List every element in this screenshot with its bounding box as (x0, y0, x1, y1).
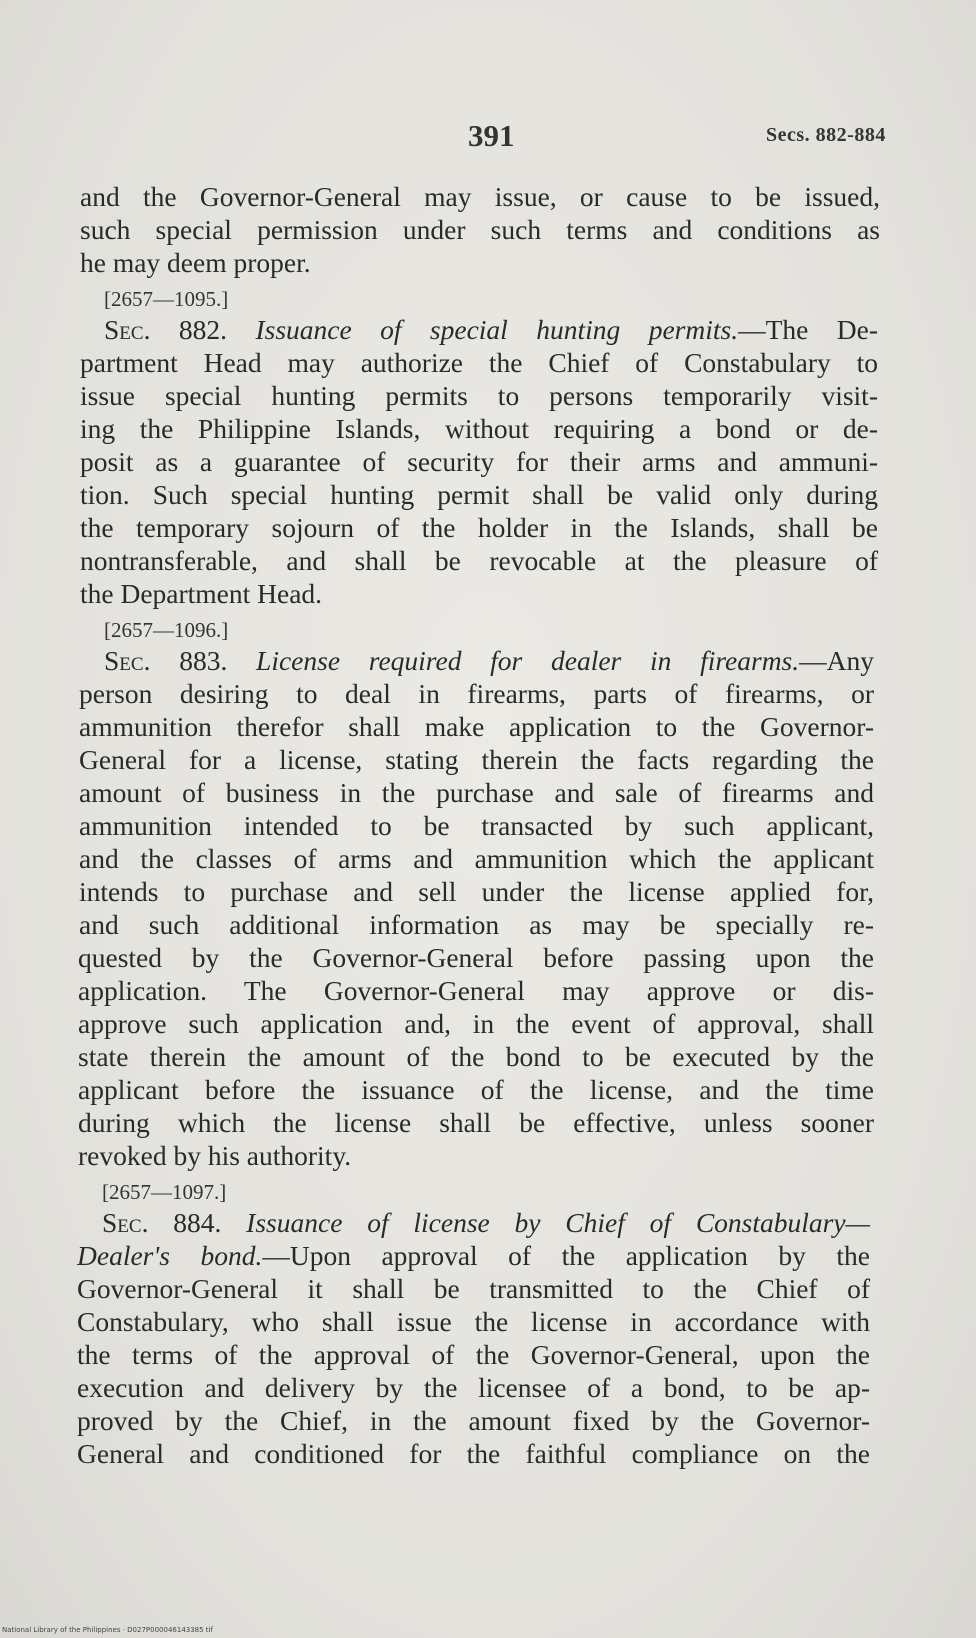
body-line: the temporary sojourn of the holder in the Islands, shall be (80, 512, 878, 543)
section-text: —Any (799, 645, 875, 676)
section-label: Sec. (102, 1207, 149, 1238)
body-line: the Department Head. (80, 578, 323, 609)
body-line: the terms of the approval of the Governor-General, upon the (77, 1339, 870, 1370)
section-citation: [2657—1095.] (104, 287, 229, 311)
body-line: ammunition therefor shall make application to the Governor- (79, 711, 874, 742)
section-title: Issuance of license by Chief of Constabulary— (246, 1207, 871, 1238)
body-line: person desiring to deal in firearms, parts of firearms, or (79, 678, 874, 709)
section-citation: [2657—1097.] (102, 1180, 227, 1204)
body-line: during which the license shall be effective, unless sooner (78, 1107, 874, 1138)
body-line: General for a license, stating therein the facts regarding the (79, 744, 874, 775)
body-line: and the classes of arms and ammunition which the applicant (79, 843, 874, 874)
section-label: Sec. (104, 314, 151, 345)
section-number: 883. (179, 645, 228, 676)
body-line: amount of business in the purchase and sale of firearms and (79, 777, 874, 808)
section-label: Sec. (104, 645, 151, 676)
body-line: issue special hunting permits to persons temporarily visit- (80, 380, 878, 411)
running-head: Secs. 882-884 (766, 124, 886, 146)
body-line: state therein the amount of the bond to be executed by the (78, 1041, 874, 1072)
body-line: proved by the Chief, in the amount fixed by the Governor- (77, 1405, 870, 1436)
section-title: License required for dealer in firearms. (256, 645, 800, 676)
body-line: he may deem proper. (80, 247, 311, 278)
body-line: approve such application and, in the event of approval, shall (78, 1008, 874, 1039)
body-line: tion. Such special hunting permit shall be valid only during (80, 479, 878, 510)
body-line: revoked by his authority. (78, 1140, 352, 1171)
section-number: 882. (178, 314, 228, 345)
body-line: intends to purchase and sell under the license applied for, (79, 876, 874, 907)
body-line: execution and delivery by the licensee of a bond, to be ap- (77, 1372, 870, 1403)
body-line: posit as a guarantee of security for their arms and ammuni- (80, 446, 878, 477)
section-text: —The De- (738, 314, 879, 345)
section-citation: [2657—1096.] (104, 618, 229, 642)
section-number: 884. (173, 1207, 222, 1238)
body-line: ing the Philippine Islands, without requiring a bond or de- (80, 413, 878, 444)
body-line: such special permission under such terms and conditions as (80, 214, 880, 245)
body-line: quested by the Governor-General before passing upon the (78, 942, 874, 973)
body-line: application. The Governor-General may approve or dis- (78, 975, 874, 1006)
body-line: applicant before the issuance of the license, and the time (78, 1074, 874, 1105)
body-line: Governor-General it shall be transmitted to the Chief of (77, 1273, 870, 1304)
scan-footer: National Library of the Philippines · D027P000046143385 tif (2, 1626, 213, 1634)
section-text: —Upon approval of the application by the (262, 1240, 870, 1271)
body-line: and the Governor-General may issue, or cause to be issued, (80, 181, 880, 212)
section-heading-line (104, 313, 878, 347)
section-heading-line (104, 644, 874, 678)
body-line: nontransferable, and shall be revocable at the pleasure of (80, 545, 878, 576)
body-line: General and conditioned for the faithful compliance on the (77, 1438, 870, 1469)
section-heading-line (102, 1206, 870, 1240)
section-title-continued: Dealer's bond. (77, 1240, 263, 1271)
page-number: 391 (468, 118, 515, 153)
body-line: and such additional information as may be specially re- (79, 909, 874, 940)
body-line: ammunition intended to be transacted by such applicant, (79, 810, 874, 841)
section-title: Issuance of special hunting permits. (255, 314, 739, 345)
body-line: Constabulary, who shall issue the license in accordance with (77, 1306, 870, 1337)
body-line: partment Head may authorize the Chief of Constabulary to (80, 347, 878, 378)
section-heading-line-2 (77, 1239, 870, 1273)
